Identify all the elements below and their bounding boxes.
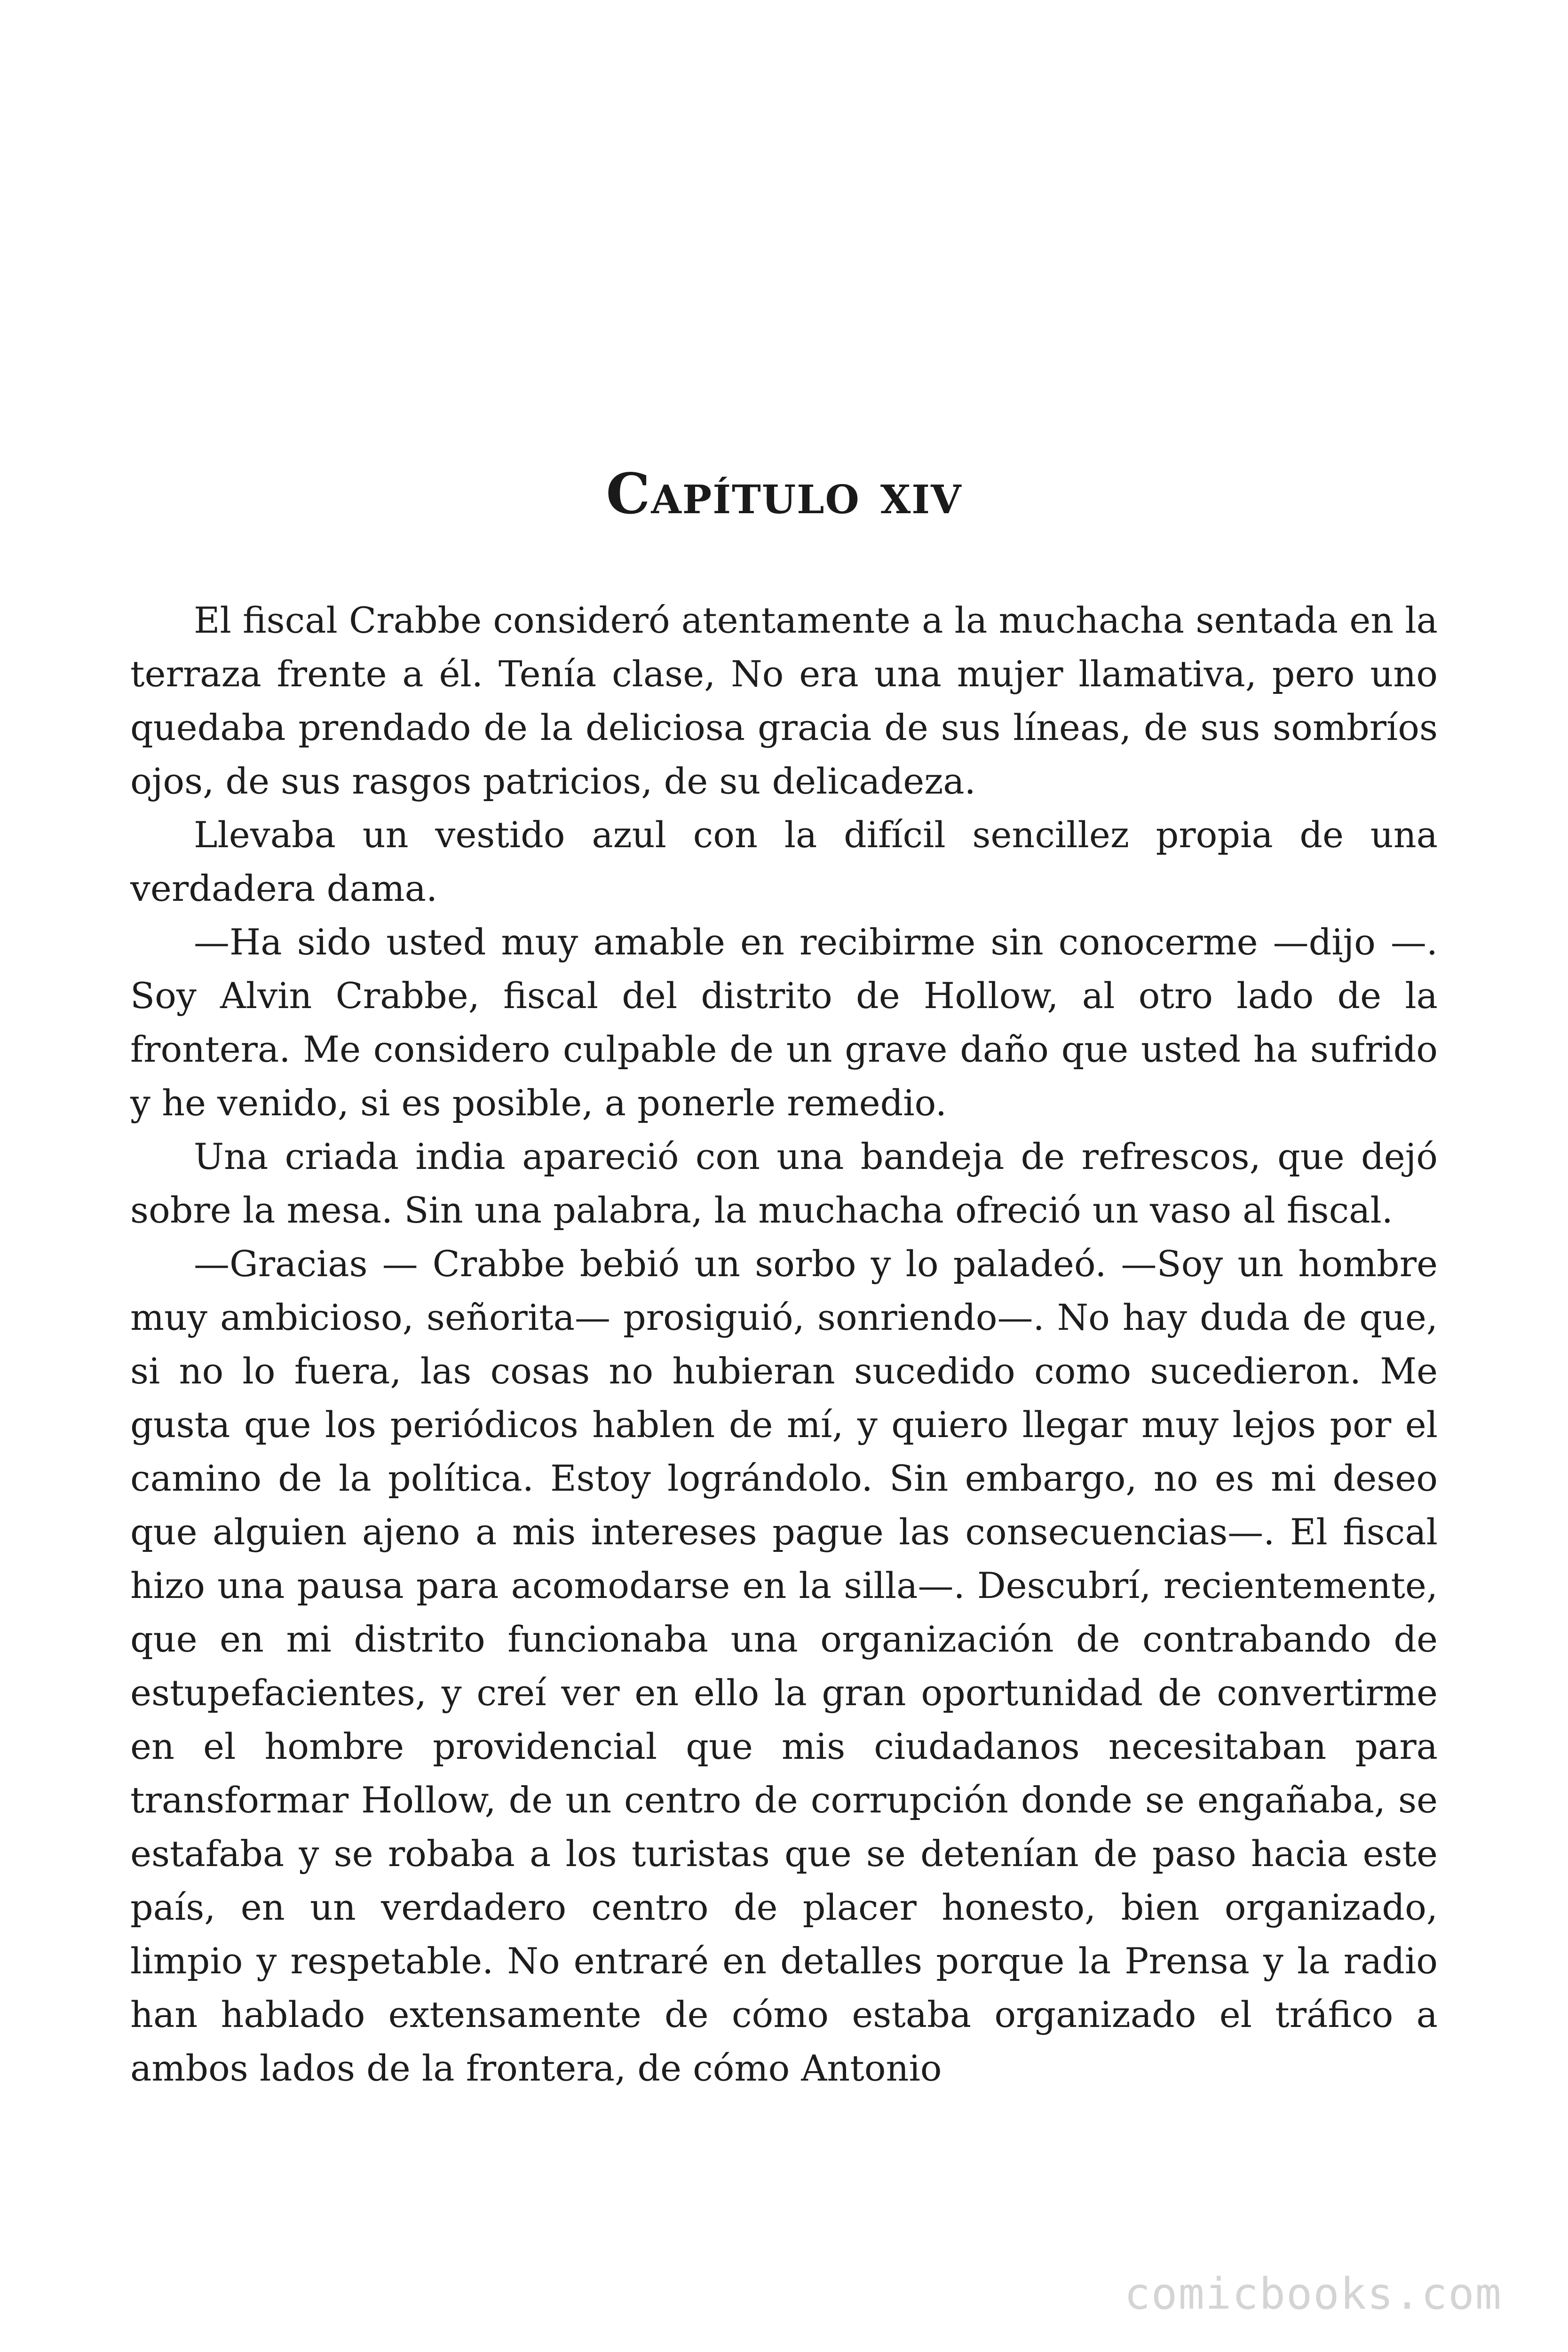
paragraph: —Ha sido usted muy amable en recibirme sin conocerme —dijo —. Soy Alvin Crabbe, fiscal del distrito de Hollow, al otro lado de la frontera. Me considero culpable de un grave daño que usted ha sufrido y he venido, si es posible, a ponerle remedio.	[130, 921, 1438, 1124]
paragraph: El fiscal Crabbe consideró atentamente a la muchacha sentada en la terraza frente a él. Tenía clase, No era una mujer llamativa, pero uno quedaba prendado de la deliciosa gracia de sus líneas, de sus sombríos ojos, de sus rasgos patricios, de su delicadeza.	[130, 599, 1438, 802]
chapter-title: Capítulo xiv	[606, 461, 962, 526]
watermark-logo: comicbooks.com	[1124, 2269, 1502, 2319]
paragraph: —Gracias — Crabbe bebió un sorbo y lo paladeó. —Soy un hombre muy ambicioso, señorita— prosiguió, sonriendo—. No hay duda de que, si no lo fuera, las cosas no hubieran sucedido como sucedieron. Me gusta que los periódicos hablen de mí, y quiero llegar muy lejos por el camino de la política. Estoy lográndolo. Sin embargo, no es mi deseo que alguien ajeno a mis intereses pague las consecuencias—. El fiscal hizo una pausa para acomodarse en la silla—. Descubrí, recientemente, que en mi distrito funcionaba una organización de contrabando de estupefacientes, y creí ver en ello la gran oportunidad de convertirme en el hombre providencial que mis ciudadanos necesitaban para transformar Hollow, de un centro de corrupción donde se engañaba, se estafaba y se robaba a los turistas que se detenían de paso hacia este país, en un verdadero centro de placer honesto, bien organizado, limpio y respetable. No entraré en detalles porque la Prensa y la radio han hablado extensamente de cómo estaba organizado el tráfico a ambos lados de la frontera, de cómo Antonio	[130, 1243, 1438, 2089]
paragraph: Llevaba un vestido azul con la difícil sencillez propia de una verdadera dama.	[130, 814, 1438, 909]
paragraph: Una criada india apareció con una bandeja de refrescos, que dejó sobre la mesa. Sin una palabra, la muchacha ofreció un vaso al fiscal.	[130, 1136, 1438, 1231]
chapter-body	[130, 594, 1438, 2095]
